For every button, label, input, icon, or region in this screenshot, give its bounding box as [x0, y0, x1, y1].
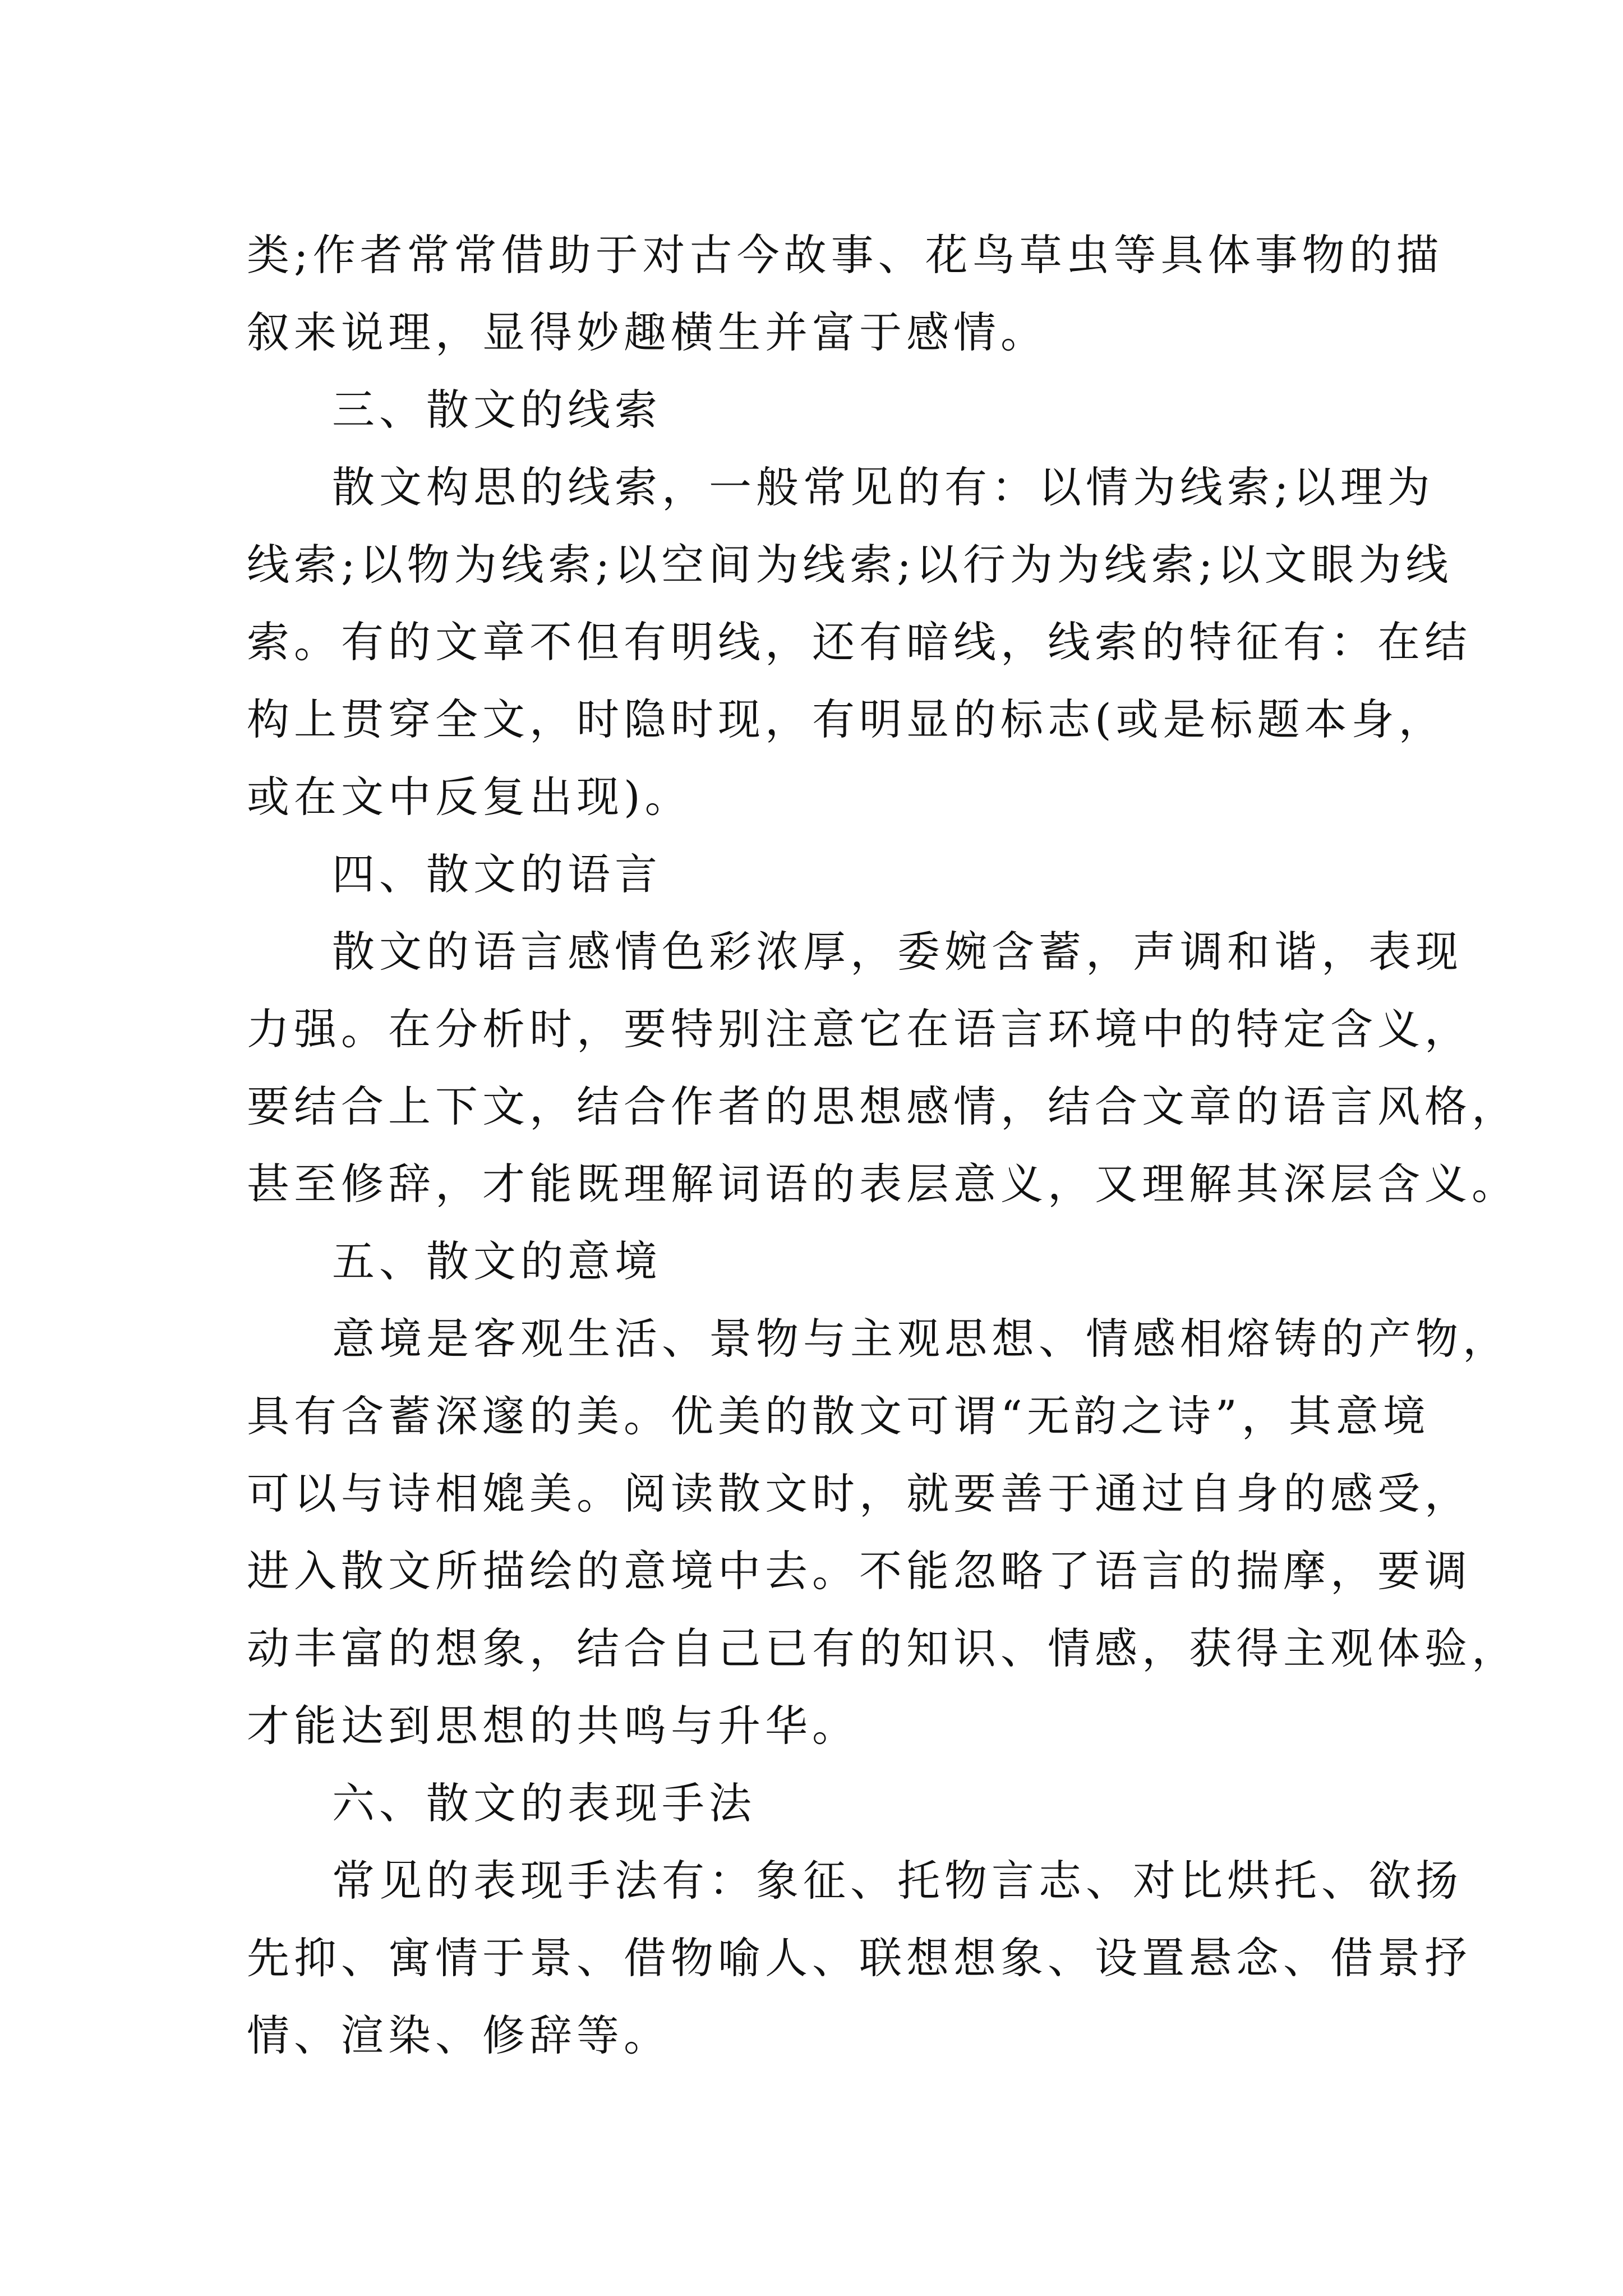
paragraph-line: 索。有的文章不但有明线，还有暗线，线索的特征有：在结: [247, 617, 1472, 667]
paragraph-line: 常见的表现手法有：象征、托物言志、对比烘托、欲扬: [332, 1856, 1463, 1906]
paragraph-line: 散文构思的线索，一般常见的有：以情为线索;以理为: [332, 462, 1435, 512]
section-heading-techniques: 六、散文的表现手法: [332, 1778, 756, 1828]
section-heading-language: 四、散文的语言: [332, 849, 662, 899]
paragraph-line: 要结合上下文，结合作者的思想感情，结合文章的语言风格，: [247, 1082, 1519, 1131]
paragraph-line: 可以与诗相媲美。阅读散文时，就要善于通过自身的感受，: [247, 1469, 1472, 1519]
section-heading-clue: 三、散文的线索: [332, 385, 662, 435]
paragraph-line: 散文的语言感情色彩浓厚，委婉含蓄，声调和谐，表现: [332, 927, 1463, 977]
paragraph-line: 意境是客观生活、景物与主观思想、情感相熔铸的产物，: [332, 1314, 1510, 1364]
paragraph-line: 或在文中反复出现)。: [247, 772, 692, 822]
paragraph-line: 进入散文所描绘的意境中去。不能忽略了语言的揣摩，要调: [247, 1546, 1472, 1596]
paragraph-line: 类;作者常常借助于对古今故事、花鸟草虫等具体事物的描: [247, 230, 1444, 280]
paragraph-line: 叙来说理，显得妙趣横生并富于感情。: [247, 307, 1048, 357]
paragraph-line: 线索;以物为线索;以空间为线索;以行为为线索;以文眼为线: [247, 540, 1453, 590]
paragraph-line: 甚至修辞，才能既理解词语的表层意义，又理解其深层含义。: [247, 1159, 1519, 1209]
paragraph-line: 情、渲染、修辞等。: [247, 2010, 671, 2060]
paragraph-line: 力强。在分析时，要特别注意它在语言环境中的特定含义，: [247, 1004, 1472, 1054]
paragraph-line: 先抑、寓情于景、借物喻人、联想想象、设置悬念、借景抒: [247, 1933, 1472, 1983]
paragraph-line: 具有含蓄深邃的美。优美的散文可谓“无韵之诗”，其意境: [247, 1391, 1430, 1441]
section-heading-mood: 五、散文的意境: [332, 1236, 662, 1286]
paragraph-line: 构上贯穿全文，时隐时现，有明显的标志(或是标题本身，: [247, 694, 1446, 744]
paragraph-line: 才能达到思想的共鸣与升华。: [247, 1701, 859, 1751]
paragraph-line: 动丰富的想象，结合自己已有的知识、情感，获得主观体验，: [247, 1623, 1519, 1673]
